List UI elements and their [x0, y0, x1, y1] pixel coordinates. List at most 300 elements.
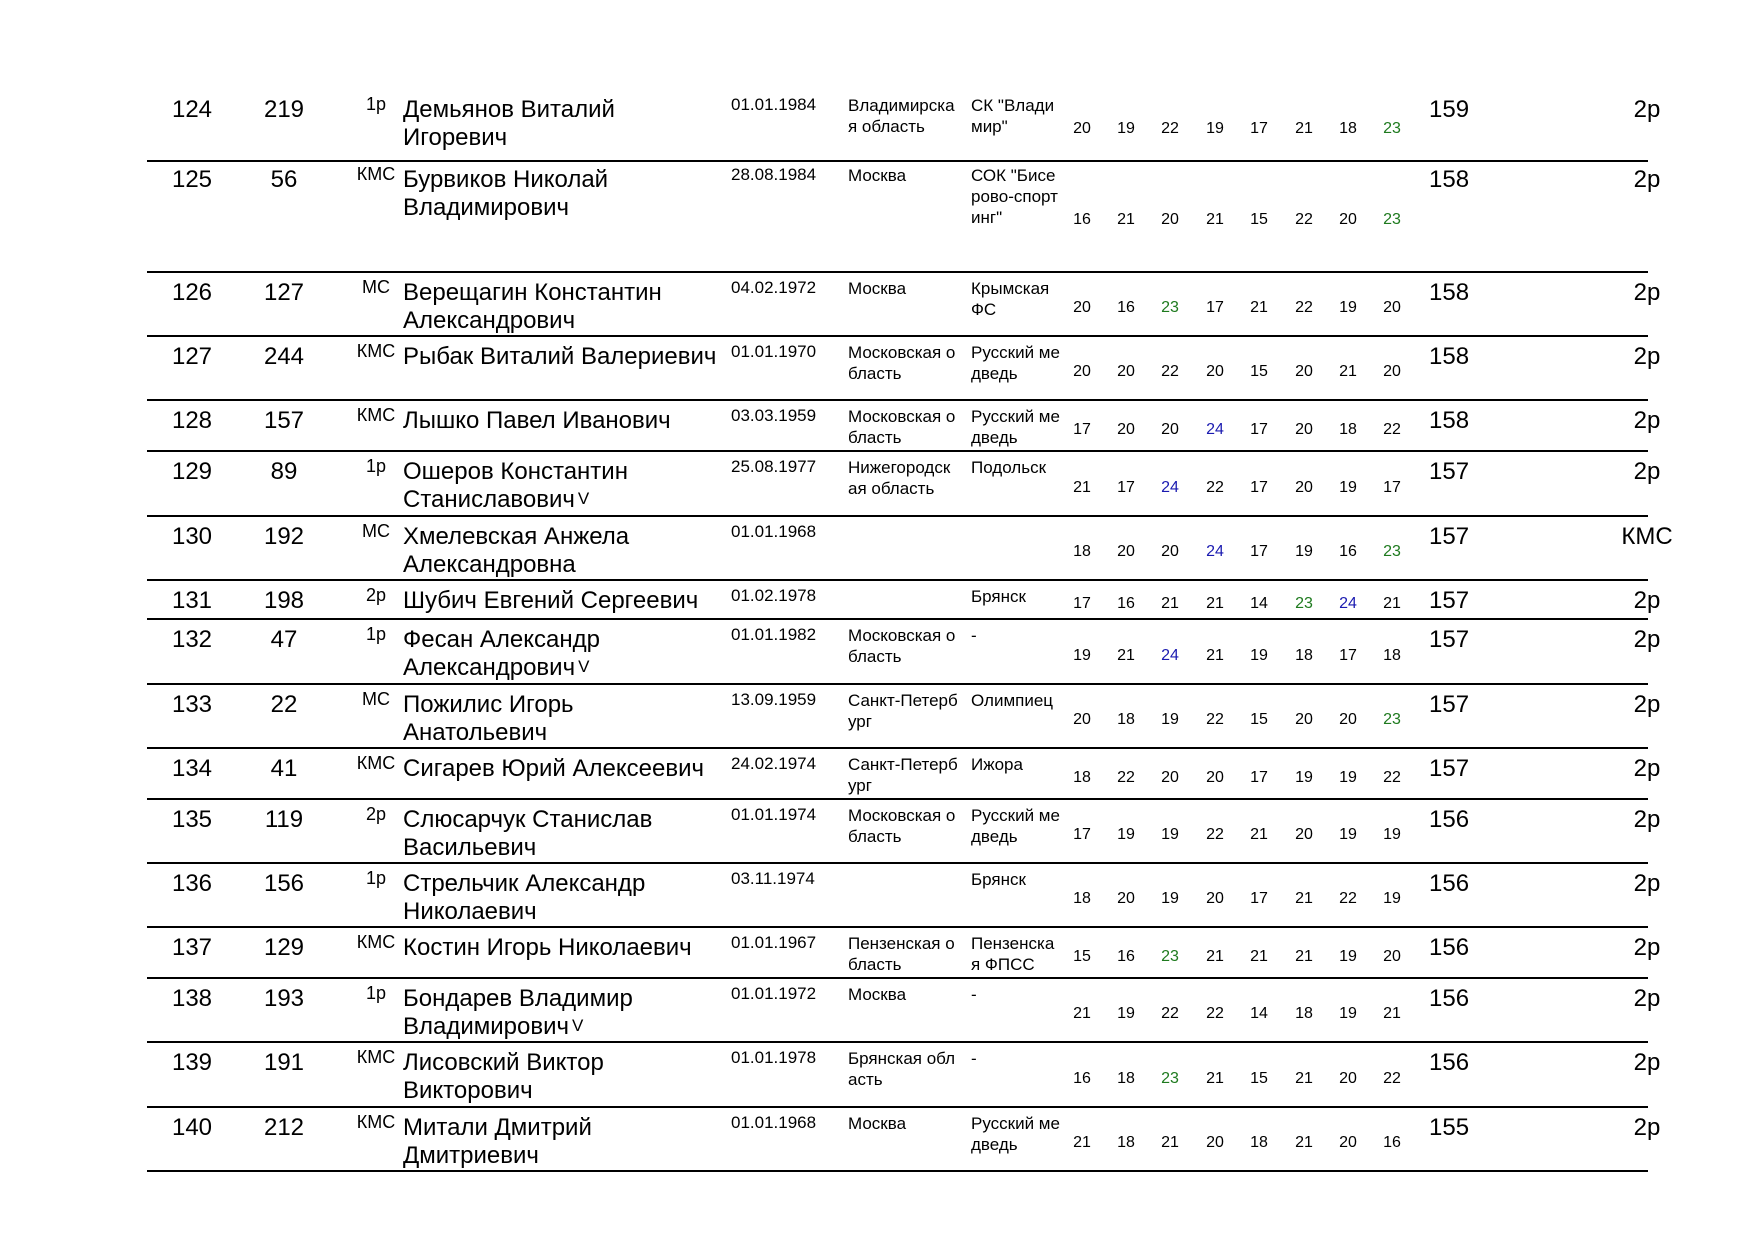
total-score-cell: 157	[1429, 458, 1470, 485]
table-row	[147, 452, 1661, 517]
series-scores	[1060, 979, 1465, 1041]
athlete-name-cell	[403, 458, 723, 516]
rank-cell: КМС	[356, 932, 396, 952]
series-score: 18	[1073, 890, 1091, 907]
mark-symbol: V	[577, 489, 590, 508]
series-score: 22	[1161, 1005, 1179, 1022]
place-cell: 127	[171, 343, 213, 370]
athlete-name-cell	[403, 934, 723, 962]
athlete-name-cell	[403, 691, 723, 747]
athlete-name: Сигарев Юрий Алексеевич	[403, 755, 704, 782]
place-cell: 137	[171, 934, 213, 961]
series-score: 18	[1117, 711, 1135, 728]
series-score: 20	[1161, 210, 1179, 228]
start-number-cell: 198	[263, 587, 305, 614]
total-score-cell: 157	[1429, 626, 1470, 653]
table-row	[147, 685, 1661, 749]
series-score: 18	[1073, 768, 1091, 786]
athlete-name: Ошеров Константин Станиславович	[403, 458, 628, 513]
series-score: 23	[1383, 120, 1401, 137]
series-score: 17	[1073, 826, 1091, 843]
birth-date-cell: 01.01.1984	[731, 95, 817, 114]
athlete-name-cell	[403, 279, 723, 335]
club-cell: -	[971, 985, 977, 1004]
series-score: 20	[1339, 210, 1357, 228]
place-cell: 132	[171, 626, 213, 653]
birth-date-cell: 04.02.1972	[731, 278, 817, 297]
region-cell: Нижегородская область	[848, 458, 951, 498]
rank-cell: 1р	[365, 868, 387, 888]
series-score: 20	[1295, 420, 1313, 438]
table-row	[147, 160, 1661, 273]
series-score: 18	[1073, 543, 1091, 560]
series-scores	[1060, 1043, 1465, 1106]
series-score: 16	[1073, 210, 1091, 228]
start-number-cell: 89	[270, 458, 298, 485]
series-score: 20	[1295, 478, 1313, 496]
birth-date-cell: 03.11.1974	[731, 869, 815, 888]
series-score: 17	[1383, 478, 1401, 496]
series-scores	[1060, 452, 1465, 515]
total-score-cell: 156	[1429, 1049, 1470, 1076]
club-cell: -	[971, 1049, 977, 1068]
series-score: 17	[1250, 478, 1268, 496]
series-score: 17	[1117, 478, 1135, 496]
series-score: 22	[1383, 420, 1401, 438]
rank-cell: 2р	[365, 804, 387, 824]
table-row	[147, 90, 1661, 162]
achieved-category-cell: 2р	[1633, 626, 1661, 653]
series-score: 20	[1339, 711, 1357, 728]
place-cell: 128	[171, 407, 213, 434]
series-scores	[1060, 1108, 1465, 1170]
series-score: 20	[1161, 420, 1179, 438]
series-score: 20	[1295, 826, 1313, 843]
athlete-name-cell	[403, 166, 723, 222]
achieved-category-cell: 2р	[1633, 458, 1661, 485]
series-scores	[1060, 685, 1465, 747]
total-score-cell: 155	[1429, 1114, 1470, 1141]
series-score: 18	[1250, 1134, 1268, 1151]
row-divider	[147, 1170, 1648, 1172]
series-score: 19	[1117, 1005, 1135, 1022]
series-score: 17	[1339, 646, 1357, 664]
birth-date-cell: 01.01.1982	[731, 625, 817, 644]
achieved-category-cell: 2р	[1633, 1049, 1661, 1076]
table-row	[147, 620, 1661, 685]
series-score: 17	[1073, 420, 1091, 438]
total-score-cell: 156	[1429, 870, 1470, 897]
series-score: 19	[1250, 646, 1268, 664]
achieved-category-cell: 2р	[1633, 166, 1661, 193]
athlete-name: Верещагин Константин Александрович	[403, 279, 662, 334]
birth-date-cell: 03.03.1959	[731, 406, 817, 425]
athlete-name: Митали Дмитрий Дмитриевич	[403, 1114, 592, 1169]
athlete-name: Пожилис Игорь Анатольевич	[403, 691, 574, 746]
club-cell: Подольск	[971, 458, 1047, 477]
series-score: 24	[1161, 646, 1179, 664]
series-score: 21	[1383, 1005, 1401, 1022]
total-score-cell: 158	[1429, 279, 1470, 306]
series-score: 21	[1073, 1134, 1091, 1151]
birth-date-cell: 01.01.1972	[731, 984, 817, 1003]
start-number-cell: 193	[263, 985, 305, 1012]
region-cell: Владимирская область	[848, 96, 955, 136]
rank-cell: 2р	[365, 585, 387, 605]
region-cell: Москва	[848, 166, 907, 185]
series-score: 20	[1161, 543, 1179, 560]
rank-cell: МС	[362, 521, 390, 541]
series-score: 22	[1206, 826, 1224, 843]
series-score: 22	[1339, 890, 1357, 907]
series-score: 16	[1339, 543, 1357, 560]
series-score: 20	[1073, 363, 1091, 380]
region-cell: Брянская область	[848, 1049, 956, 1089]
achieved-category-cell: 2р	[1633, 934, 1661, 961]
series-score: 20	[1339, 1069, 1357, 1087]
series-score: 20	[1117, 420, 1135, 438]
series-score: 23	[1383, 543, 1401, 560]
athlete-name-cell	[403, 1114, 723, 1170]
birth-date-cell: 01.01.1968	[731, 1113, 817, 1132]
series-score: 19	[1206, 120, 1224, 137]
series-score: 23	[1161, 1069, 1179, 1087]
start-number-cell: 219	[263, 96, 305, 123]
series-score: 24	[1339, 594, 1357, 612]
total-score-cell: 158	[1429, 407, 1470, 434]
birth-date-cell: 25.08.1977	[731, 457, 817, 476]
series-score: 22	[1295, 210, 1313, 228]
achieved-category-cell: 2р	[1633, 870, 1661, 897]
total-score-cell: 156	[1429, 934, 1470, 961]
series-score: 20	[1206, 1134, 1224, 1151]
table-row	[147, 581, 1661, 620]
region-cell: Санкт-Петербург	[848, 755, 958, 795]
series-score: 15	[1250, 1069, 1268, 1087]
region-cell: Москва	[848, 985, 907, 1004]
series-score: 20	[1073, 711, 1091, 728]
club-cell: Русский медведь	[971, 407, 1060, 447]
achieved-category-cell: 2р	[1633, 1114, 1661, 1141]
place-cell: 133	[171, 691, 213, 718]
series-score: 23	[1295, 594, 1313, 612]
table-row	[147, 517, 1673, 581]
series-score: 19	[1383, 890, 1401, 907]
club-cell: -	[971, 626, 977, 645]
series-score: 17	[1250, 890, 1268, 907]
series-score: 19	[1339, 299, 1357, 316]
place-cell: 124	[171, 96, 213, 123]
club-cell: Крымская ФС	[971, 279, 1050, 319]
series-score: 18	[1339, 120, 1357, 137]
series-score: 24	[1206, 420, 1224, 438]
series-scores	[1060, 620, 1465, 683]
series-score: 21	[1339, 363, 1357, 380]
athlete-name-cell	[403, 96, 723, 152]
club-cell: СК "Владимир"	[971, 96, 1055, 136]
series-score: 21	[1073, 1005, 1091, 1022]
series-score: 15	[1250, 210, 1268, 228]
athlete-name: Слюсарчук Станислав Васильевич	[403, 806, 653, 861]
achieved-category-cell: 2р	[1633, 96, 1661, 123]
table-row	[147, 800, 1661, 864]
birth-date-cell: 01.01.1978	[731, 1048, 817, 1067]
series-score: 22	[1206, 478, 1224, 496]
table-row	[147, 864, 1661, 928]
start-number-cell: 157	[263, 407, 305, 434]
birth-date-cell: 01.01.1968	[731, 522, 817, 541]
series-score: 18	[1295, 646, 1313, 664]
region-cell: Московская область	[848, 407, 956, 447]
series-score: 22	[1117, 768, 1135, 786]
series-scores	[1060, 928, 1465, 977]
series-score: 20	[1206, 363, 1224, 380]
series-score: 22	[1383, 1069, 1401, 1087]
series-score: 17	[1250, 543, 1268, 560]
total-score-cell: 156	[1429, 806, 1470, 833]
series-score: 20	[1161, 768, 1179, 786]
rank-cell: КМС	[356, 1112, 396, 1132]
series-scores	[1060, 337, 1465, 399]
birth-date-cell: 01.01.1974	[731, 805, 817, 824]
start-number-cell: 192	[263, 523, 305, 550]
series-score: 21	[1206, 646, 1224, 664]
athlete-name: Рыбак Виталий Валериевич	[403, 343, 717, 370]
achieved-category-cell: 2р	[1633, 985, 1661, 1012]
place-cell: 136	[171, 870, 213, 897]
series-score: 19	[1295, 768, 1313, 786]
region-cell: Санкт-Петербург	[848, 691, 958, 731]
series-score: 16	[1117, 299, 1135, 316]
series-score: 15	[1250, 711, 1268, 728]
series-score: 18	[1117, 1069, 1135, 1087]
rank-cell: МС	[362, 689, 390, 709]
series-scores	[1060, 864, 1465, 926]
series-score: 21	[1206, 594, 1224, 612]
athlete-name-cell	[403, 407, 723, 435]
series-score: 19	[1161, 890, 1179, 907]
series-score: 15	[1250, 363, 1268, 380]
total-score-cell: 157	[1429, 755, 1470, 782]
series-score: 22	[1206, 711, 1224, 728]
region-cell: Москва	[848, 1114, 907, 1133]
achieved-category-cell: 2р	[1633, 806, 1661, 833]
rank-cell: 1р	[365, 94, 387, 114]
series-score: 20	[1206, 890, 1224, 907]
series-scores	[1060, 749, 1465, 798]
athlete-name: Бурвиков Николай Владимирович	[403, 166, 609, 221]
series-score: 21	[1295, 1069, 1313, 1087]
series-score: 22	[1161, 120, 1179, 137]
series-score: 21	[1250, 826, 1268, 843]
place-cell: 140	[171, 1114, 213, 1141]
series-score: 15	[1073, 947, 1091, 965]
start-number-cell: 56	[270, 166, 298, 193]
rank-cell: 1р	[365, 624, 387, 644]
series-score: 23	[1161, 947, 1179, 965]
series-score: 23	[1383, 210, 1401, 228]
start-number-cell: 212	[263, 1114, 305, 1141]
rank-cell: КМС	[356, 1047, 396, 1067]
athlete-name-cell	[403, 1049, 723, 1105]
place-cell: 135	[171, 806, 213, 833]
series-score: 22	[1161, 363, 1179, 380]
club-cell: Брянск	[971, 870, 1026, 889]
region-cell: Пензенская область	[848, 934, 955, 974]
start-number-cell: 191	[263, 1049, 305, 1076]
series-score: 21	[1117, 210, 1135, 228]
series-score: 24	[1206, 543, 1224, 560]
series-score: 20	[1295, 363, 1313, 380]
achieved-category-cell: 2р	[1633, 587, 1661, 614]
total-score-cell: 159	[1429, 96, 1470, 123]
series-score: 22	[1383, 768, 1401, 786]
series-score: 20	[1383, 363, 1401, 380]
start-number-cell: 119	[264, 806, 304, 833]
total-score-cell: 158	[1429, 343, 1470, 370]
series-score: 19	[1339, 478, 1357, 496]
series-scores	[1060, 273, 1465, 335]
place-cell: 139	[171, 1049, 213, 1076]
series-score: 19	[1339, 947, 1357, 965]
athlete-name-cell	[403, 523, 723, 579]
birth-date-cell: 01.01.1970	[731, 342, 817, 361]
place-cell: 130	[171, 523, 213, 550]
club-cell: Брянск	[971, 587, 1026, 606]
series-score: 19	[1117, 826, 1135, 843]
athlete-name-cell	[403, 587, 723, 615]
club-cell: Русский медведь	[971, 1114, 1060, 1154]
start-number-cell: 127	[263, 279, 305, 306]
series-score: 19	[1339, 1005, 1357, 1022]
athlete-name: Фесан Александр Александрович	[403, 626, 600, 681]
series-score: 20	[1073, 120, 1091, 137]
series-score: 18	[1117, 1134, 1135, 1151]
series-score: 14	[1250, 594, 1268, 612]
table-row	[147, 1108, 1661, 1172]
achieved-category-cell: 2р	[1633, 279, 1661, 306]
table-row	[147, 401, 1661, 452]
series-score: 21	[1206, 1069, 1224, 1087]
series-score: 20	[1117, 543, 1135, 560]
start-number-cell: 244	[263, 343, 305, 370]
series-score: 20	[1117, 363, 1135, 380]
series-score: 23	[1161, 299, 1179, 316]
athlete-name: Лисовский Виктор Викторович	[403, 1049, 604, 1104]
series-score: 21	[1295, 120, 1313, 137]
series-score: 20	[1073, 299, 1091, 316]
series-score: 17	[1250, 420, 1268, 438]
series-score: 20	[1206, 768, 1224, 786]
rank-cell: 1р	[365, 456, 387, 476]
place-cell: 138	[171, 985, 213, 1012]
region-cell: Москва	[848, 279, 907, 298]
athlete-name-cell	[403, 626, 723, 684]
series-score: 21	[1295, 890, 1313, 907]
total-score-cell: 156	[1429, 985, 1470, 1012]
series-score: 20	[1295, 711, 1313, 728]
rank-cell: 1р	[365, 983, 387, 1003]
club-cell: Олимпиец	[971, 691, 1054, 710]
rank-cell: КМС	[356, 753, 396, 773]
series-score: 17	[1206, 299, 1224, 316]
achieved-category-cell: 2р	[1633, 691, 1661, 718]
athlete-name: Лышко Павел Иванович	[403, 407, 671, 434]
series-score: 16	[1383, 1134, 1401, 1151]
series-score: 17	[1250, 120, 1268, 137]
athlete-name-cell	[403, 343, 723, 371]
start-number-cell: 41	[270, 755, 298, 782]
athlete-name: Хмелевская Анжела Александровна	[403, 523, 630, 578]
series-score: 21	[1295, 1134, 1313, 1151]
series-score: 20	[1383, 947, 1401, 965]
athlete-name: Шубич Евгений Сергеевич	[403, 587, 699, 614]
series-score: 23	[1383, 711, 1401, 728]
birth-date-cell: 01.01.1967	[731, 933, 817, 952]
athlete-name: Костин Игорь Николаевич	[403, 934, 692, 961]
series-scores	[1060, 401, 1465, 450]
series-score: 21	[1117, 646, 1135, 664]
start-number-cell: 156	[263, 870, 305, 897]
series-score: 19	[1161, 826, 1179, 843]
club-cell: Русский медведь	[971, 343, 1060, 383]
place-cell: 126	[171, 279, 213, 306]
club-cell: Пензенская ФПСС	[971, 934, 1055, 974]
athlete-name-cell	[403, 870, 723, 926]
place-cell: 125	[171, 166, 213, 193]
achieved-category-cell: 2р	[1633, 755, 1661, 782]
mark-symbol: V	[578, 657, 590, 676]
series-score: 21	[1295, 947, 1313, 965]
series-score: 21	[1161, 1134, 1179, 1151]
athlete-name-cell	[403, 806, 723, 862]
total-score-cell: 158	[1429, 166, 1470, 193]
start-number-cell: 22	[270, 691, 298, 718]
total-score-cell: 157	[1429, 587, 1470, 614]
series-score: 22	[1295, 299, 1313, 316]
rank-cell: КМС	[356, 164, 396, 184]
series-score: 19	[1295, 543, 1313, 560]
series-score: 21	[1206, 210, 1224, 228]
series-score: 21	[1250, 947, 1268, 965]
series-score: 21	[1161, 594, 1179, 612]
table-row	[147, 337, 1661, 401]
series-score: 16	[1117, 594, 1135, 612]
athlete-name: Бондарев Владимир Владимирович	[403, 985, 633, 1040]
series-score: 16	[1117, 947, 1135, 965]
series-score: 14	[1250, 1005, 1268, 1022]
series-scores	[1060, 800, 1465, 862]
series-score: 19	[1117, 120, 1135, 137]
athlete-name: Демьянов Виталий Игоревич	[403, 96, 615, 151]
birth-date-cell: 28.08.1984	[731, 165, 817, 184]
club-cell: СОК "Бисерово-спортинг"	[971, 166, 1058, 227]
series-score: 19	[1161, 711, 1179, 728]
series-scores	[1060, 90, 1465, 160]
series-score: 21	[1250, 299, 1268, 316]
rank-cell: КМС	[356, 405, 396, 425]
place-cell: 134	[171, 755, 213, 782]
rank-cell: КМС	[356, 341, 396, 361]
series-score: 19	[1339, 768, 1357, 786]
series-score: 19	[1073, 646, 1091, 664]
series-score: 18	[1295, 1005, 1313, 1022]
series-score: 18	[1339, 420, 1357, 438]
club-cell: Русский медведь	[971, 806, 1060, 846]
table-row	[147, 928, 1661, 979]
table-row	[147, 749, 1661, 800]
series-score: 20	[1117, 890, 1135, 907]
